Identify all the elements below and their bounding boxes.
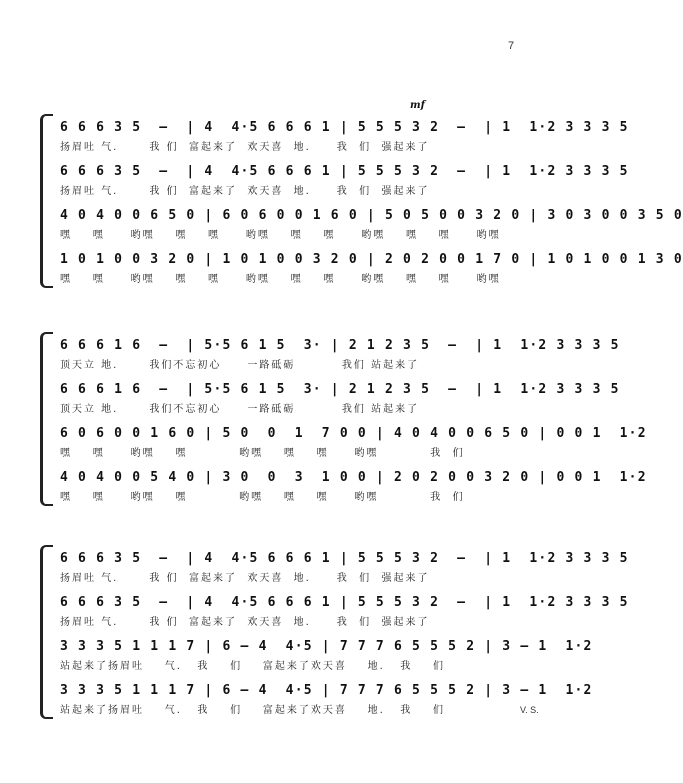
volti-subito-marker: V. S.	[520, 705, 539, 715]
staff-lyrics: 顶天立 地. 我们不忘初心 一路砥砺 我们 站起来了	[60, 404, 420, 415]
staff-notes: 6 6 6 3 5 – | 4 4·5 6 6 6 1 | 5 5 5 3 2 – | 1 1·2 3 3 3 5	[60, 551, 629, 566]
staff-notes: 6 6 6 3 5 – | 4 4·5 6 6 6 1 | 5 5 5 3 2 – | 1 1·2 3 3 3 5	[60, 120, 629, 135]
staff-lyrics: 嘿 嘿 哟嘿 嘿 嘿 哟嘿 嘿 嘿 哟嘿 嘿 嘿 哟嘿	[60, 274, 501, 285]
staff-lyrics: 嘿 嘿 哟嘿 嘿 嘿 哟嘿 嘿 嘿 哟嘿 嘿 嘿 哟嘿	[60, 230, 501, 241]
staff-lyrics: 嘿 嘿 哟嘿 嘿 哟嘿 嘿 嘿 哟嘿 我 们	[60, 492, 465, 503]
staff-lyrics: 站起来了扬眉吐 气. 我 们 富起来了欢天喜 地. 我 们	[60, 661, 446, 672]
staff-4	[60, 252, 683, 285]
staff-notes: 6 6 6 3 5 – | 4 4·5 6 6 6 1 | 5 5 5 3 2 – | 1 1·2 3 3 3 5	[60, 164, 629, 179]
staff-lyrics: 扬眉吐 气. 我 们 富起来了 欢天喜 地. 我 们 强起来了	[60, 573, 430, 584]
dynamic-marking: mf	[410, 100, 425, 111]
staff-2	[60, 595, 629, 628]
staff-3	[60, 639, 593, 672]
staff-lyrics: 嘿 嘿 哟嘿 嘿 哟嘿 嘿 嘿 哟嘿 我 们	[60, 448, 465, 459]
staff-4	[60, 470, 647, 503]
staff-notes: 6 0 6 0 0 1 6 0 | 5 0 0 1 7 0 0 | 4 0 4 0 0 6 5 0 | 0 0 1 1·2	[60, 426, 647, 441]
staff-lyrics: 扬眉吐 气. 我 们 富起来了 欢天喜 地. 我 们 强起来了	[60, 617, 430, 628]
staff-notes: 3 3 3 5 1 1 1 7 | 6 – 4 4·5 | 7 7 7 6 5 5 5 2 | 3 – 1 1·2	[60, 683, 593, 698]
staff-1	[60, 551, 629, 584]
page-number: 7	[508, 40, 515, 52]
staff-3	[60, 208, 683, 241]
staff-2	[60, 382, 620, 415]
staff-lyrics: 顶天立 地. 我们不忘初心 一路砥砺 我们 站起来了	[60, 360, 420, 371]
system-brace	[40, 332, 53, 506]
staff-lyrics: 扬眉吐 气. 我 们 富起来了 欢天喜 地. 我 们 强起来了	[60, 142, 430, 153]
staff-notes: 1 0 1 0 0 3 2 0 | 1 0 1 0 0 3 2 0 | 2 0 2 0 0 1 7 0 | 1 0 1 0 0 1 3 0	[60, 252, 683, 267]
staff-lyrics: 站起来了扬眉吐 气. 我 们 富起来了欢天喜 地. 我 们	[60, 705, 446, 716]
staff-notes: 6 6 6 1 6 – | 5·5 6 1 5 3· | 2 1 2 3 5 – | 1 1·2 3 3 3 5	[60, 382, 620, 397]
staff-lyrics: 扬眉吐 气. 我 们 富起来了 欢天喜 地. 我 们 强起来了	[60, 186, 430, 197]
staff-1	[60, 338, 620, 371]
staff-notes: 3 3 3 5 1 1 1 7 | 6 – 4 4·5 | 7 7 7 6 5 5 5 2 | 3 – 1 1·2	[60, 639, 593, 654]
staff-notes: 4 0 4 0 0 6 5 0 | 6 0 6 0 0 1 6 0 | 5 0 5 0 0 3 2 0 | 3 0 3 0 0 3 5 0	[60, 208, 683, 223]
staff-notes: 6 6 6 1 6 – | 5·5 6 1 5 3· | 2 1 2 3 5 – | 1 1·2 3 3 3 5	[60, 338, 620, 353]
staff-3	[60, 426, 647, 459]
staff-2	[60, 164, 629, 197]
staff-notes: 6 6 6 3 5 – | 4 4·5 6 6 6 1 | 5 5 5 3 2 – | 1 1·2 3 3 3 5	[60, 595, 629, 610]
staff-notes: 4 0 4 0 0 5 4 0 | 3 0 0 3 1 0 0 | 2 0 2 0 0 3 2 0 | 0 0 1 1·2	[60, 470, 647, 485]
staff-1	[60, 120, 629, 153]
system-brace	[40, 114, 53, 288]
system-brace	[40, 545, 53, 719]
